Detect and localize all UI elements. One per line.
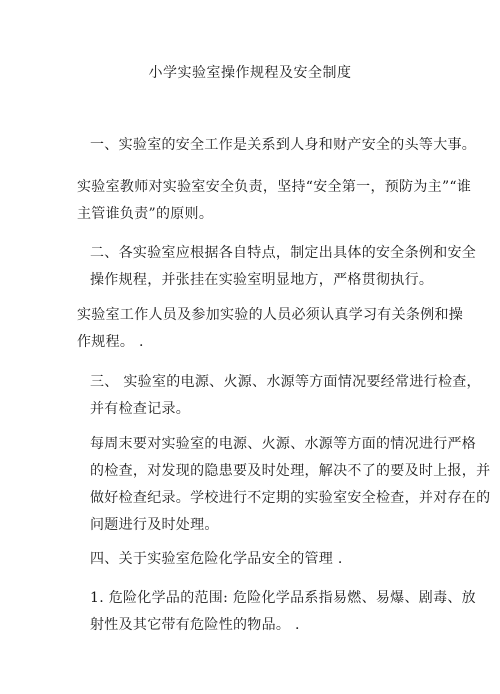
paragraph-5 [90, 369, 481, 423]
paragraph-line: 射性及其它带有危险性的物品。 . [90, 617, 300, 633]
paragraph-8 [90, 585, 476, 639]
paragraph-line: 作规程。 . [77, 334, 144, 350]
paragraph-line: 操作规程，并张挂在实验室明显地方，严格贯彻执行。 [90, 272, 434, 288]
paragraph-line: 1. 危险化学品的范围: 危险化学品系指易燃、易爆、剧毒、放 [90, 590, 476, 606]
paragraph-line: 每周末要对实验室的电源、火源、水源等方面的情况进行严格 [90, 436, 477, 452]
paragraph-line: 的检查，对发现的隐患要及时处理，解决不了的要及时上报，并 [90, 463, 491, 479]
paragraph-line: 做好检查纪录。学校进行不定期的实验室安全检查，并对存在的 [90, 490, 491, 506]
paragraph-line: 实验室工作人员及参加实验的人员必须认真学习有关条例和操 [77, 307, 464, 323]
paragraph-7 [90, 546, 343, 573]
paragraph-line: 三、 实验室的电源、火源、水源等方面情况要经常进行检查， [90, 374, 481, 390]
paragraph-line: 并有检查记录。 [90, 401, 191, 417]
paragraph-6 [90, 431, 490, 539]
paragraph-line: 二、各实验室应根据各自特点，制定出具体的安全条例和安全 [90, 245, 477, 261]
paragraph-3 [90, 240, 476, 294]
paragraph-line: 一、实验室的安全工作是关系到人身和财产安全的头等大事。 [90, 137, 477, 153]
paragraph-line: 实验室教师对实验室安全负责，坚持“安全第一，预防为主”“谁 [77, 179, 472, 195]
paragraph-line: 四、关于实验室危险化学品安全的管理 . [90, 551, 343, 567]
paragraph-1 [90, 132, 476, 159]
paragraph-line: 问题进行及时处理。 [90, 517, 219, 533]
paragraph-4 [77, 302, 463, 356]
paragraph-line: 主管谁负责”的原则。 [77, 206, 214, 222]
paragraph-2 [77, 174, 471, 228]
document-title: 小学实验室操作规程及安全制度 [148, 65, 352, 81]
